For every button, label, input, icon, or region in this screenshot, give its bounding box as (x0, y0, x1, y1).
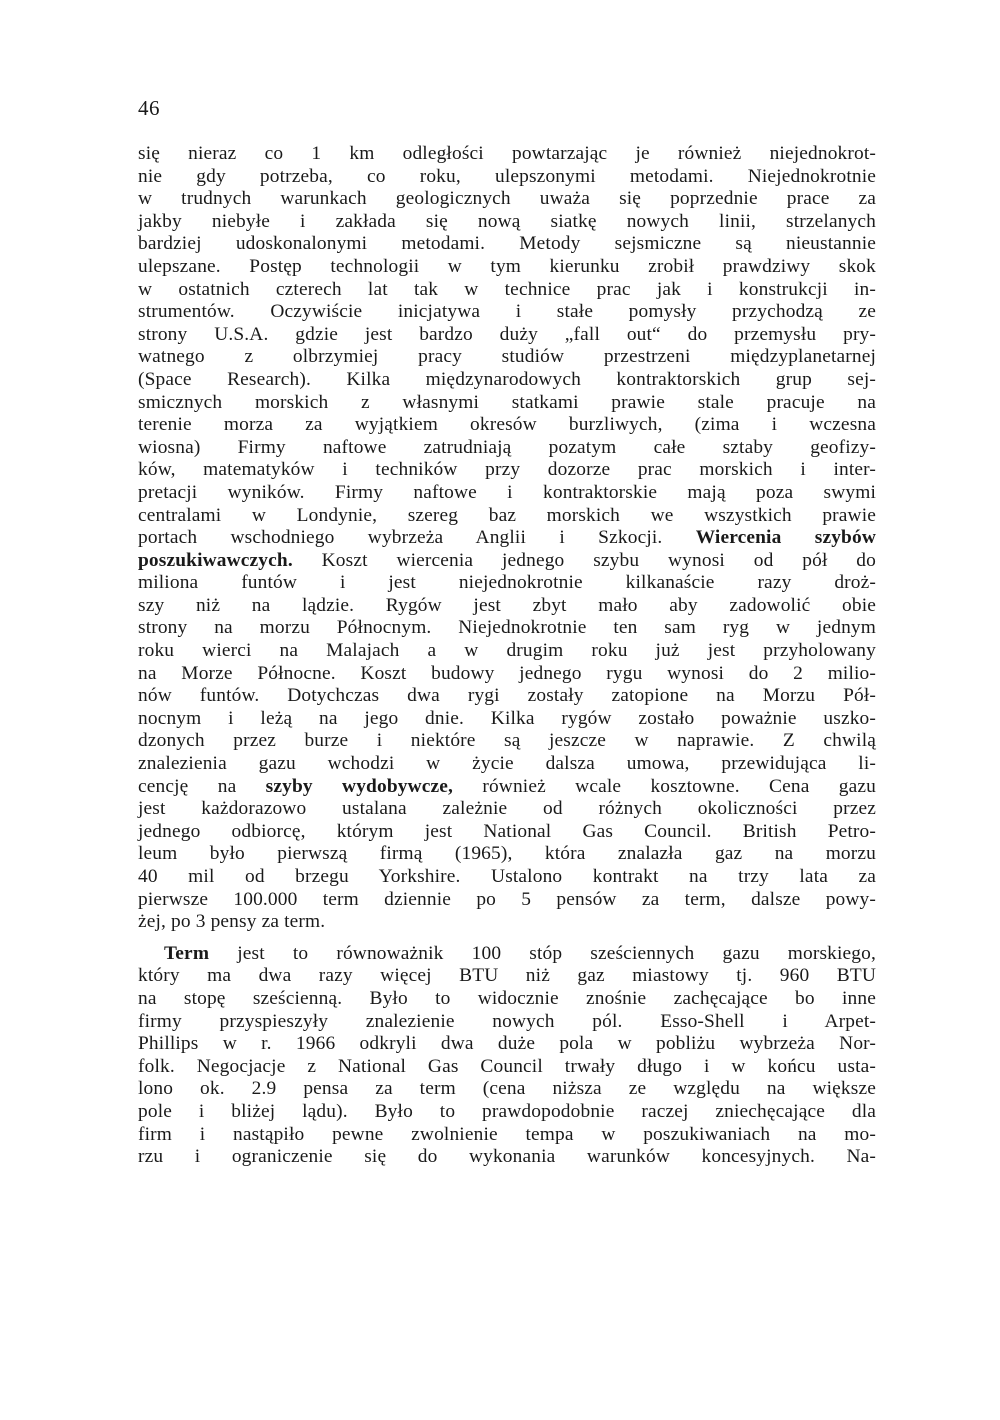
text-line: firm i nastąpiło pewne zwolnienie tempa w poszukiwaniach na mo- (138, 1123, 876, 1145)
text-line: pole i bliżej lądu). Było to prawdopodobnie raczej zniechęcające dla (138, 1100, 876, 1122)
paragraph-gap (138, 934, 876, 943)
text-line: nie gdy potrzeba, co roku, ulepszonymi metodami. Niejednokrotnie (138, 165, 876, 187)
paragraph-2 (138, 943, 876, 1169)
text-line: ulepszane. Postęp technologii w tym kierunku zrobił prawdziwy skok (138, 255, 876, 277)
text-line: jakby niebyłe i zakłada się nową siatkę nowych linii, strzelanych (138, 210, 876, 232)
text-line: w trudnych warunkach geologicznych uważa się poprzednie prace za (138, 188, 876, 210)
text-line: 40 mil od brzegu Yorkshire. Ustalono kontrakt na trzy lata za (138, 866, 876, 887)
text-line: ków, matematyków i techników przy dozorze prac morskich i inter- (138, 459, 876, 481)
text-line: który ma dwa razy więcej BTU niż gaz miastowy tj. 960 BTU (138, 965, 876, 987)
text-line: dzonych przez burze i niektóre są jeszcze w naprawie. Z chwilą (138, 730, 876, 752)
text-line: pretacji wyników. Firmy naftowe i kontraktorskie mają poza swymi (138, 481, 876, 503)
text-line: na Morze Północne. Koszt budowy jednego rygu wynosi do 2 milio- (138, 662, 876, 684)
bold-term: Wiercenia szybów (695, 527, 876, 549)
text-line: strony U.S.A. gdzie jest bardzo duży „fall out“ do przemysłu pry- (138, 323, 876, 345)
body-text (138, 143, 876, 1169)
text-line: firmy przyspieszyły znalezienie nowych pól. Esso-Shell i Arpet- (138, 1010, 876, 1032)
text-line: roku wierci na Malajach a w drugim roku już jest przyholowany (138, 640, 876, 662)
text-line: folk. Negocjacje z National Gas Council trwały długo i w końcu usta- (138, 1055, 876, 1077)
bold-term: szyby wydobywcze, (265, 775, 454, 797)
text-line: jednego odbiorcę, którym jest National Gas Council. British Petro- (138, 820, 876, 842)
bold-term: Term (164, 942, 210, 964)
text-line: nocnym i leżą na jego dnie. Kilka rygów zostało poważnie uszko- (138, 707, 876, 729)
text-line: (Space Research). Kilka międzynarodowych kontraktorskich grup sej- (138, 368, 876, 390)
text-line: na stopę sześcienną. Było to widocznie znośnie zachęcające bo inne (138, 987, 876, 1009)
text-line: się nieraz co 1 km odległości powtarzając je również niejednokrot- (138, 143, 876, 164)
text-line: wiosna) Firmy naftowe zatrudniają pozatym całe sztaby geofizy- (138, 436, 876, 458)
text-line: jest każdorazowo ustalana zależnie od różnych okoliczności przez (138, 798, 876, 820)
text-line: miliona funtów i jest niejednokrotnie kilkanaście razy droż- (138, 572, 876, 594)
text-line (138, 943, 876, 966)
text-line: żej, po 3 pensy za term. (138, 911, 326, 933)
text-line (138, 550, 876, 573)
text-run: również wcale kosztowne. Cena gazu (453, 775, 876, 797)
text-line: pierwsze 100.000 term dziennie po 5 pensów za term, dalsze powy- (138, 888, 876, 910)
text-run: Koszt wiercenia jednego szybu wynosi od pół do (292, 549, 876, 571)
text-line: w ostatnich czterech lat tak w technice prac jak i konstrukcji in- (138, 278, 876, 300)
text-line: szy niż na lądzie. Rygów jest zbyt mało aby zadowolić obie (138, 594, 876, 616)
text-line: strony na morzu Północnym. Niejednokrotnie ten sam ryg w jednym (138, 617, 876, 639)
text-line: leum było pierwszą firmą (1965), która znalazła gaz na morzu (138, 843, 876, 865)
text-line: strumentów. Oczywiście inicjatywa i stałe pomysły przychodzą ze (138, 301, 876, 323)
text-line: znalezienia gazu wchodzi w życie dalsza umowa, przewidująca li- (138, 753, 876, 775)
text-run: jest to równoważnik 100 stóp sześciennych gazu morskiego, (209, 942, 876, 964)
text-line: lono ok. 2.9 pensa za term (cena niższa ze względu na większe (138, 1078, 876, 1100)
text-line (138, 776, 876, 799)
paragraph-1 (138, 143, 876, 934)
text-run: cencję na (138, 775, 266, 797)
bold-term: poszukiwawczych. (138, 549, 293, 571)
page-number: 46 (138, 96, 160, 120)
text-line: Phillips w r. 1966 odkryli dwa duże pola w pobliżu wybrzeża Nor- (138, 1033, 876, 1055)
text-line: nów funtów. Dotychczas dwa rygi zostały zatopione na Morzu Pół- (138, 685, 876, 707)
text-line (138, 527, 876, 550)
text-run: portach wschodniego wybrzeża Anglii i Szkocji. (138, 527, 696, 549)
text-line: smicznych morskich z własnymi statkami prawie stale pracuje na (138, 391, 876, 413)
text-line: rzu i ograniczenie się do wykonania warunków koncesyjnych. Na- (138, 1146, 876, 1168)
text-line: centralami w Londynie, szereg baz morskich we wszystkich prawie (138, 504, 876, 526)
text-line: terenie morza za wyjątkiem okresów burzliwych, (zima i wczesna (138, 414, 876, 436)
text-line: watnego z olbrzymiej pracy studiów przestrzeni międzyplanetarnej (138, 346, 876, 368)
text-line: bardziej udoskonalonymi metodami. Metody sejsmiczne są nieustannie (138, 233, 876, 255)
